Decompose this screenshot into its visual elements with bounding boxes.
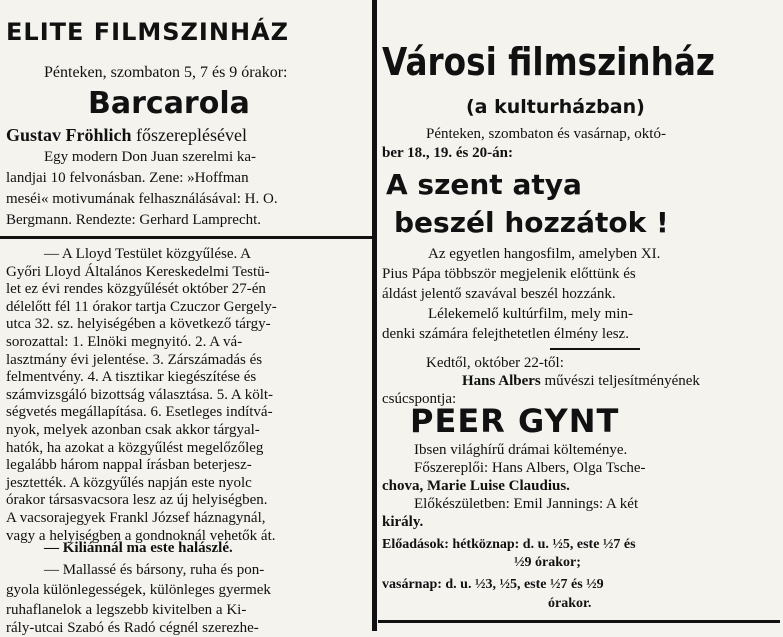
- shows-sunday-2: órakor.: [548, 596, 592, 611]
- lloyd-line: vagy a helyiségben a gondnoknál vehetők át.: [6, 527, 276, 544]
- peer-line: Előkészületben: Emil Jannings: A két: [414, 496, 639, 512]
- mallasse-line: rály-utcai Szabó és Radó cégnél szerezhe-: [6, 620, 259, 636]
- shows-sunday: vasárnap: d. u. ½3, ½5, este ½7 és ½9: [382, 577, 604, 592]
- section-rule: [550, 348, 640, 350]
- next-star: Hans Albers: [462, 373, 541, 389]
- lloyd-line: sorozattal: 1. Elnöki megnyitó. 2. A vá-: [6, 334, 243, 350]
- varosi-desc-line: Pius Pápa többször megjelenik előttünk és: [382, 266, 636, 282]
- lloyd-line: A vacsorajegyek Frankl József háznagynál,: [6, 510, 266, 526]
- section-rule: [0, 236, 372, 239]
- lloyd-line: Győri Lloyd Általános Kereskedelmi Testü-: [6, 263, 270, 280]
- peer-gynt-title: PEER GYNT: [410, 402, 620, 440]
- lloyd-line: legalább három nappal írásban beterjesz-: [6, 457, 252, 474]
- lloyd-line: hatók, ha azokat a közgyűlést megelőzőleg: [6, 439, 264, 456]
- varosi-film-title-1: A szent atya: [386, 168, 582, 201]
- lloyd-line: — A Lloyd Testület közgyűlése. A: [44, 246, 251, 262]
- elite-title: ELITE FILMSZINHÁZ: [6, 18, 290, 46]
- lloyd-line: lasztmány évi jelentése. 3. Zárszámadás és: [6, 351, 263, 368]
- right-column: [378, 0, 780, 631]
- peer-line: király.: [382, 514, 424, 530]
- elite-film-title: Barcarola: [88, 86, 250, 121]
- peer-line: Ibsen világhírű drámai költeménye.: [414, 442, 628, 458]
- elite-desc-line: landjai 10 felvonásban. Zene: »Hoffman: [6, 170, 249, 186]
- lloyd-line: számvizsgáló bizottság választása. 5. A költ-: [6, 386, 274, 403]
- next-line: Kedtől, október 22-től:: [426, 355, 564, 371]
- next-line: csúcspontja:: [382, 391, 457, 407]
- elite-desc-line: Bergmann. Rendezte: Gerhard Lamprecht.: [6, 212, 262, 228]
- kilian-notice: — Kiliánnál ma este halászlé.: [44, 540, 233, 556]
- lloyd-line: órakor társasvacsora lesz az új helyiségben.: [6, 492, 268, 509]
- varosi-schedule-line: ber 18., 19. és 20-án:: [382, 145, 513, 161]
- lloyd-line: felmentvény. 4. A tisztikar kiegészítése és: [6, 369, 257, 386]
- peer-line: chova, Marie Luise Claudius.: [382, 478, 570, 494]
- lloyd-line: jesztették. A közgyűlés napján este nyolc: [6, 474, 252, 491]
- section-rule: [378, 620, 780, 623]
- varosi-title: Városi filmszinház: [382, 40, 715, 84]
- lloyd-line: ségvetés megállapítása. 6. Esetleges indítvá-: [6, 404, 273, 421]
- varosi-film-title-2: beszél hozzátok !: [394, 206, 669, 239]
- elite-schedule: Pénteken, szombaton 5, 7 és 9 órakor:: [44, 64, 288, 81]
- elite-desc-line: meséi« motivumának felhasználásával: H. O.: [6, 191, 278, 207]
- lloyd-line: délelőtt fél 11 órakor tartja Czuczor Gergely-: [6, 298, 277, 315]
- column-divider: [372, 0, 377, 631]
- shows-weekday: Előadások: hétköznap: d. u. ½5, este ½7 és: [382, 537, 636, 552]
- shows-weekday-2: ½9 órakor;: [514, 555, 581, 570]
- next-rest: művészi teljesítményének: [540, 373, 700, 389]
- lloyd-line: let ez évi rendes közgyűlését október 27-én: [6, 281, 266, 298]
- varosi-desc-line: denki számára felejthetetlen élmény lesz.: [382, 326, 629, 342]
- elite-star-line: [6, 125, 247, 146]
- varosi-subtitle: (a kulturházban): [466, 96, 645, 118]
- varosi-desc-line: áldást jelentő szavával beszél hozzánk.: [382, 286, 616, 302]
- peer-line: Főszereplői: Hans Albers, Olga Tsche-: [414, 460, 646, 476]
- elite-desc-line: Egy modern Don Juan szerelmi ka-: [44, 149, 257, 165]
- lloyd-line: nyok, melyek azonban csak akkor tárgyal-: [6, 422, 260, 438]
- next-line: [462, 373, 700, 390]
- elite-star-suffix: főszereplésével: [136, 125, 247, 145]
- mallasse-line: gyola különlegességek, különleges gyermek: [6, 582, 271, 598]
- varosi-desc-line: Az egyetlen hangosfilm, amelyben XI.: [428, 246, 661, 262]
- lloyd-line: utca 32. sz. helyiségében a következő tárgy-: [6, 316, 271, 333]
- left-column: [0, 0, 372, 636]
- varosi-desc-line: Lélekemelő kultúrfilm, mely min-: [428, 306, 633, 322]
- mallasse-line: — Mallassé és bársony, ruha és pon-: [44, 562, 265, 578]
- mallasse-line: ruhaflanelok a legszebb kivitelben a Ki-: [6, 602, 247, 618]
- elite-star: Gustav Fröhlich: [6, 125, 132, 145]
- varosi-schedule-line: Pénteken, szombaton és vasárnap, októ-: [426, 126, 666, 142]
